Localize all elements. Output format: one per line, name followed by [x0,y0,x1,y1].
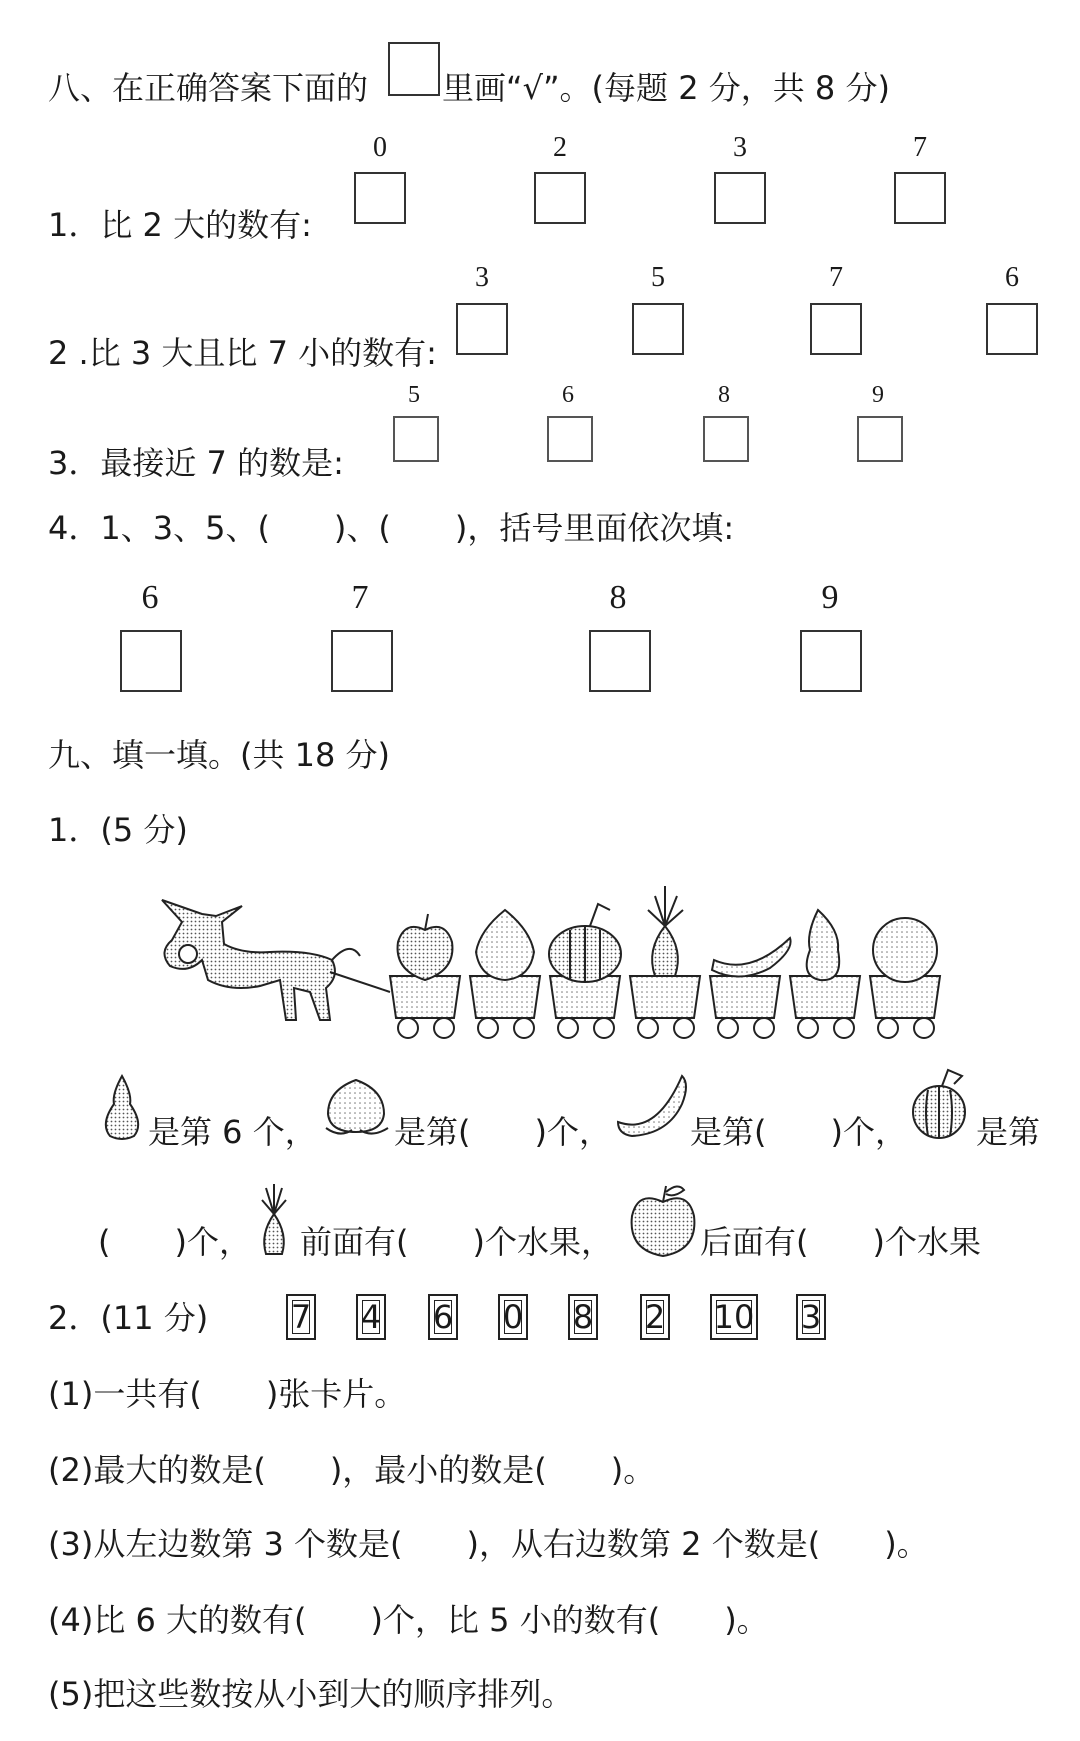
q3-option-0: 5 [408,382,420,408]
line2-open: ( )个， [98,1223,251,1261]
q2-option-2: 7 [829,262,843,293]
apple-icon [626,1180,700,1260]
q2-option-0: 3 [475,262,489,293]
pineapple-icon [256,1182,292,1258]
q4-option-2: 8 [609,579,627,616]
q4-checkbox-3[interactable] [800,630,862,692]
q3-checkbox-0[interactable] [393,416,439,462]
card-0: 7 [286,1294,316,1340]
banana-icon [612,1070,690,1140]
s9-q2-label: 2．(11 分) [48,1299,209,1337]
orange-icon [873,918,937,982]
section8-title-b: 里画“√”。(每题 2 分，共 8 分) [442,69,890,107]
card-6: 10 [710,1294,758,1340]
peach-text: 是第( )个， [394,1113,611,1151]
q4-option-0: 6 [141,579,159,616]
pear-icon [807,910,840,980]
q2-option-3: 6 [1005,262,1019,293]
card-4: 8 [568,1294,598,1340]
banana-icon [712,938,791,977]
banana-text: 是第( )个， [690,1113,907,1151]
q2-text: 2 .比 3 大且比 7 小的数有: [48,334,437,372]
q4-option-3: 9 [821,579,839,616]
q3-checkbox-2[interactable] [703,416,749,462]
q3-option-1: 6 [562,382,574,408]
q1-option-1: 2 [553,132,567,163]
q3-checkbox-3[interactable] [857,416,903,462]
card-2: 6 [428,1294,458,1340]
sub-question-4: (4)比 6 大的数有( )个，比 5 小的数有( )。 [48,1601,769,1639]
card-5: 2 [640,1294,670,1340]
q1-checkbox-3[interactable] [894,172,946,224]
watermelon-icon [910,1066,972,1140]
q1-checkbox-1[interactable] [534,172,586,224]
q1-option-3: 7 [913,132,927,163]
q3-option-2: 8 [718,382,730,408]
peach-icon [476,910,534,980]
q1-checkbox-0[interactable] [354,172,406,224]
fruit-train-illustration [150,880,950,1050]
pineapple-icon [652,926,678,976]
q1-option-0: 0 [373,132,387,163]
card-7: 3 [796,1294,826,1340]
q4-text: 4．1、3、5、( )、( )，括号里面依次填: [48,509,735,547]
peach-icon [318,1076,394,1140]
card-1: 4 [356,1294,386,1340]
q1-text: 1．比 2 大的数有: [48,206,312,244]
q4-checkbox-1[interactable] [331,630,393,692]
cart-icon [390,976,940,1018]
sub-question-5: (5)把这些数按从小到大的顺序排列。 [48,1675,574,1713]
sub-question-1: (1)一共有( )张卡片。 [48,1375,407,1413]
sub-question-3: (3)从左边数第 3 个数是( )，从右边数第 2 个数是( )。 [48,1525,929,1563]
q2-checkbox-0[interactable] [456,303,508,355]
q2-checkbox-3[interactable] [986,303,1038,355]
pineapple-text: 前面有( )个水果， [300,1223,613,1261]
q3-checkbox-1[interactable] [547,416,593,462]
card-3: 0 [498,1294,528,1340]
title-checkbox-icon [388,42,440,96]
q3-option-3: 9 [872,382,884,408]
donkey-icon [162,900,390,1020]
q2-checkbox-1[interactable] [632,303,684,355]
q3-text: 3．最接近 7 的数是: [48,444,344,482]
section9-title: 九、填一填。(共 18 分) [48,736,391,774]
s9-q1-label: 1．(5 分) [48,811,188,849]
q4-checkbox-0[interactable] [120,630,182,692]
sub-question-2: (2)最大的数是( )，最小的数是( )。 [48,1451,656,1489]
q4-option-1: 7 [351,579,369,616]
q2-checkbox-2[interactable] [810,303,862,355]
apple-icon [398,927,453,980]
q2-option-1: 5 [651,262,665,293]
q1-checkbox-2[interactable] [714,172,766,224]
q1-option-2: 3 [733,132,747,163]
pear-icon [98,1072,146,1142]
q4-checkbox-2[interactable] [589,630,651,692]
section8-title-a: 八、在正确答案下面的 [48,69,369,107]
pear-text: 是第 6 个， [148,1113,317,1151]
apple-text: 后面有( )个水果 [700,1223,981,1261]
watermelon-text: 是第 [976,1113,1041,1151]
